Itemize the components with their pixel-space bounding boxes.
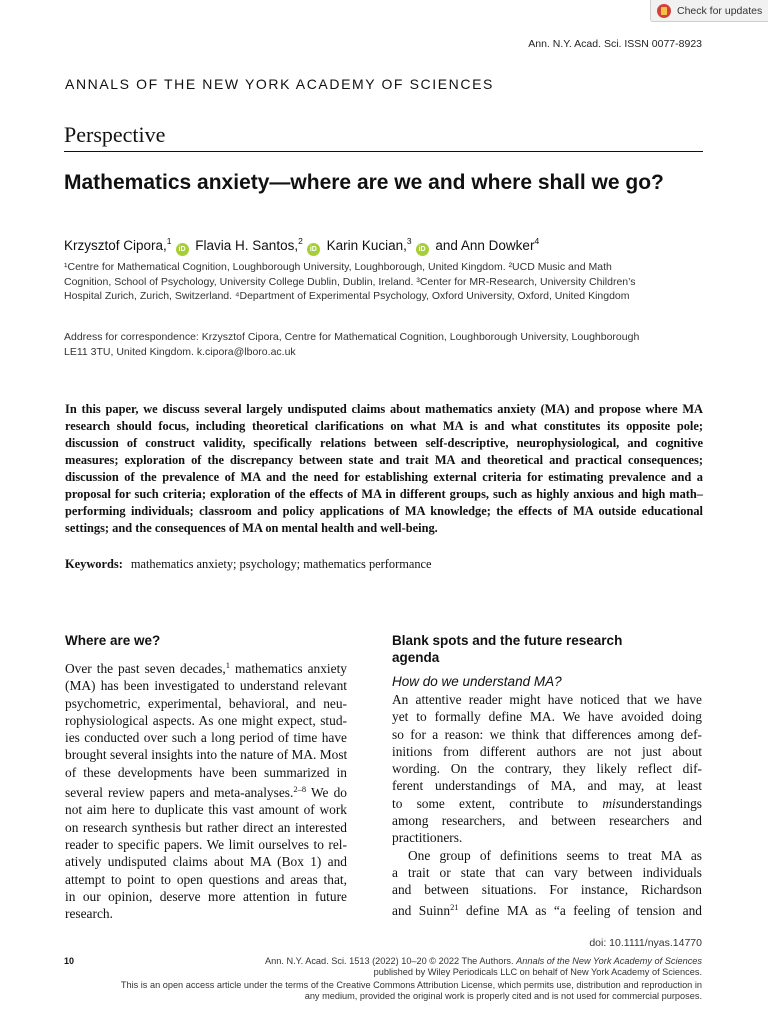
- text-line: Over the past seven decades,$^1$ mathematics anxiety: [65, 660, 347, 676]
- subheading-how-do-we-understand-ma: How do we understand MA?: [392, 674, 562, 689]
- text-line: wording. On the contrary, they likely reflect dif-: [392, 761, 702, 777]
- text-line: brought several insights into the nature of MA. Most: [65, 747, 348, 763]
- text-line: a trait or state that can vary between individuals: [392, 864, 702, 880]
- text-line: attempt to point to open questions and areas that,: [65, 871, 347, 887]
- keywords: [65, 557, 432, 572]
- text-line: An attentive reader might have noticed that we have: [392, 692, 702, 707]
- text-line: ferent understandings of MA, and may, at least: [392, 778, 702, 794]
- check-for-updates-label: Check for updates: [677, 4, 763, 17]
- text-line: among researchers, and between researchers and: [392, 813, 702, 829]
- text-line: practitioners.: [392, 830, 463, 846]
- keywords-list: mathematics anxiety; psychology; mathematics performance: [130, 557, 432, 571]
- keywords-label: Keywords:: [65, 557, 123, 571]
- section-heading-where-are-we: Where are we?: [65, 633, 161, 648]
- left-column-text: [65, 657, 347, 922]
- text-line: of these developments have been summarized in: [65, 764, 347, 780]
- text-line: not aim here to duplicate this vast amount of work: [65, 802, 347, 818]
- license-footer: This is an open access article under the terms of the Creative Commons Attribution License, which permits use, distribution and reproduction in any medium, provided the original work is properly cited and is not used for commercial purposes.: [120, 980, 702, 1001]
- bookmark-icon: [657, 4, 671, 18]
- author: Krzysztof Cipora,$^1$iD: [64, 238, 192, 253]
- text-line: on research synthesis but rather direct an interested: [65, 819, 347, 835]
- text-line: rophysiological aspects. As one might expect, stud-: [65, 712, 347, 728]
- author: Karin Kucian,$^3$iD: [327, 238, 432, 253]
- orcid-icon[interactable]: iD: [176, 243, 189, 256]
- abstract: In this paper, we discuss several largely undisputed claims about mathematics anxiety (MA) and propose where MA research should focus, including theoretical clarifications on what MA is and what constitutes its opposite pole; discussion of construct validity, specifically relations between self-descriptive, neurophysiological, and cognitive measures; exploration of the discrepancy between state and trait MA and theoretical and practical consequences; discussion of the prevalence of MA and the need for establishing external criteria for estimating prevalence and a proposal for such criteria; exploration of the effects of MA in different groups, such as highly anxious and high math– performing individuals; classroom and policy applications of MA knowledge; the effects of MA outside educational settings; and the consequences of MA on mental health and well-being.: [65, 402, 703, 535]
- journal-issn: Ann. N.Y. Acad. Sci. ISSN 0077-8923: [528, 38, 702, 50]
- text-line: ies conducted over such a long period of time have: [65, 730, 347, 746]
- text-line: yet to formally define MA. We have avoided doing: [392, 709, 702, 725]
- citation-footer: Ann. N.Y. Acad. Sci. 1513 (2022) 10–20 © 2022 The Authors. Annals of the New York Academy of Sciences published by Wiley Periodicals LLC on behalf of New York Academy of Sciences.: [265, 956, 702, 977]
- text-line: reader to specific papers. We limit ourselves to rel-: [65, 836, 347, 852]
- orcid-icon[interactable]: iD: [307, 243, 320, 256]
- text-line: atively undisputed claims about MA (Box 1) and: [65, 854, 347, 870]
- text-line: to some extent, contribute to misunderstandings: [392, 795, 702, 811]
- text-line: initions from different authors are not just about: [392, 743, 702, 759]
- text-line: research.: [65, 906, 113, 922]
- correspondence: Address for correspondence: Krzysztof Cipora, Centre for Mathematical Cognition, Loughborough University, Loughborough LE11 3TU, United Kingdom. k.cipora@lboro.ac.uk: [64, 331, 640, 358]
- doi-link[interactable]: doi: 10.1111/nyas.14770: [589, 937, 702, 949]
- text-line: and between situations. For instance, Richardson: [392, 882, 702, 898]
- right-column-text: [392, 691, 702, 919]
- text-line: psychometric, experimental, behavioral, and neu-: [65, 695, 347, 711]
- author-list: [64, 236, 704, 256]
- author: Flavia H. Santos,$^2$iD: [195, 238, 323, 253]
- section-heading-blank-spots: Blank spots and the future research agenda: [392, 633, 623, 665]
- article-section: Perspective: [64, 122, 166, 147]
- author: and Ann Dowker$^4$: [435, 236, 540, 253]
- text-line: One group of definitions seems to treat MA as: [408, 847, 702, 863]
- article-title: Mathematics anxiety—where are we and where shall we go?: [64, 171, 664, 194]
- check-for-updates-button[interactable]: [650, 0, 768, 22]
- text-line: several review papers and meta-analyses.$^{2-8}$ We do: [65, 784, 347, 801]
- orcid-icon[interactable]: iD: [416, 243, 429, 256]
- text-line: (MA) has been investigated to understand relevant: [65, 678, 347, 694]
- text-line: in our opinion, deserve more attention in future: [65, 888, 347, 904]
- journal-name: ANNALS OF THE NEW YORK ACADEMY OF SCIENCES: [65, 76, 494, 92]
- affiliations: ¹Centre for Mathematical Cognition, Loughborough University, Loughborough, United Kingdom. ²UCD Music and Math Cognition, School of Psychology, University College Dublin, Dublin, Ireland. ³Center for MR-Research, University Children’s Hospital Zurich, Zurich, Switzerland. ⁴Department of Experimental Psychology, Oxford University, Oxford, United Kingdom: [64, 261, 636, 302]
- text-line: and Suinn$^{21}$ define MA as “a feeling of tension and: [392, 901, 702, 918]
- text-line: so for a reason: we think that differences among def-: [392, 726, 702, 742]
- page-number: 10: [64, 956, 75, 966]
- header-rule: [64, 151, 703, 152]
